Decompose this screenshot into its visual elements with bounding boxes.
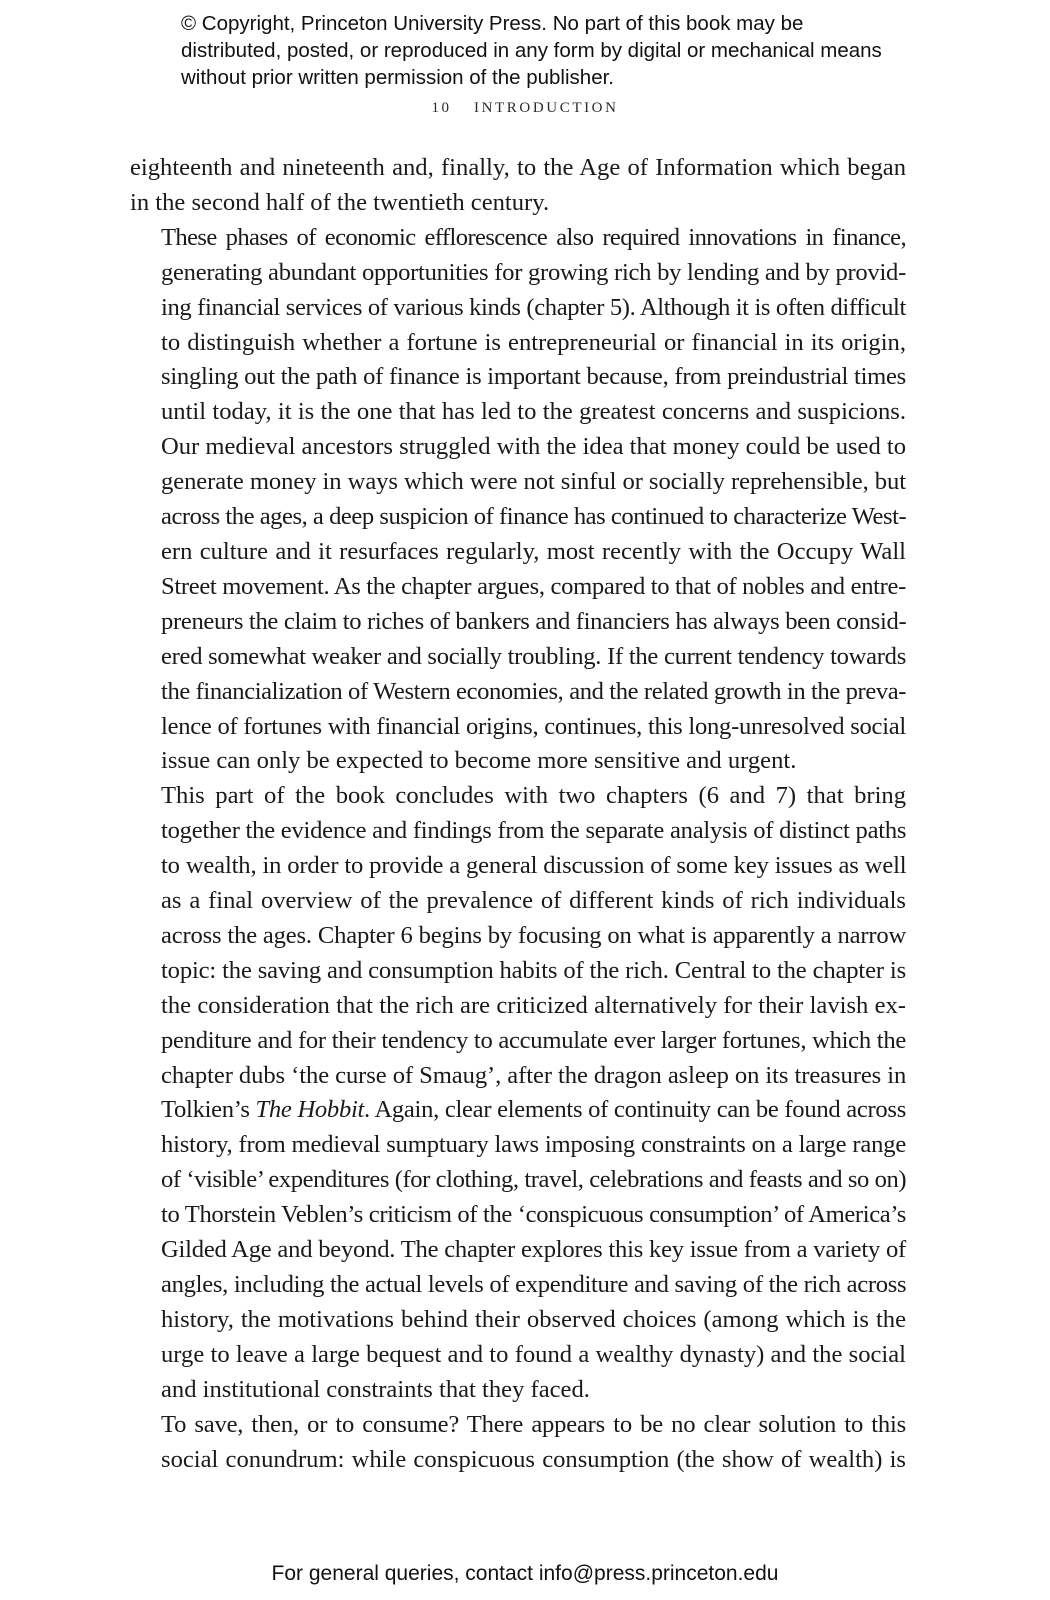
text-line: the consideration that the rich are criticized alternatively for their lavish ex- (161, 991, 906, 1019)
copyright-notice: © Copyright, Princeton University Press. No part of this book may be distributed, posted, or reproduced in any form by digital or mechanical means without prior written permission of the publisher. (181, 12, 882, 89)
text-line: ern culture and it resurfaces regularly, most recently with the Occupy Wall (161, 537, 906, 565)
text-line: social conundrum: while conspicuous consumption (the show of wealth) is (161, 1445, 906, 1473)
body-text (130, 151, 906, 1477)
running-head (0, 100, 1050, 117)
text-line: These phases of economic efflorescence also required innovations in finance, (161, 223, 906, 251)
text-line: Tolkien’s The Hobbit. Again, clear elements of continuity can be found across (161, 1096, 906, 1124)
text-line: generating abundant opportunities for growing rich by lending and by provid- (161, 258, 906, 286)
text-line: lence of fortunes with financial origins, continues, this long-unresolved social (161, 712, 906, 740)
text-line: singling out the path of finance is important because, from preindustrial times (161, 363, 906, 391)
paragraph (130, 151, 906, 221)
text-line: history, from medieval sumptuary laws imposing constraints on a large range (161, 1131, 907, 1159)
text-line: To save, then, or to consume? There appears to be no clear solution to this (161, 1410, 906, 1438)
text-line: Street movement. As the chapter argues, compared to that of nobles and entre- (161, 572, 906, 600)
paragraph (130, 1408, 906, 1478)
text-line: to Thorstein Veblen’s criticism of the ‘conspicuous consumption’ of America’s (161, 1201, 906, 1229)
page-number: 10 (431, 100, 452, 116)
text-line: to wealth, in order to provide a general discussion of some key issues as well (161, 852, 907, 880)
text-line: ered somewhat weaker and socially troubling. If the current tendency towards (161, 642, 906, 670)
text-line: history, the motivations behind their observed choices (among which is the (161, 1305, 906, 1333)
running-head-title: INTRODUCTION (474, 100, 619, 116)
text-line: Our medieval ancestors struggled with the idea that money could be used to (161, 433, 906, 461)
text-line: to distinguish whether a fortune is entrepreneurial or financial in its origin, (161, 328, 906, 356)
book-title-italic: The Hobbit (255, 1096, 365, 1124)
paragraph (130, 221, 906, 780)
text-line: across the ages, a deep suspicion of finance has continued to characterize West- (161, 503, 907, 531)
text-line: angles, including the actual levels of expenditure and saving of the rich across (161, 1271, 907, 1298)
text-line: chapter dubs ‘the curse of Smaug’, after the dragon asleep on its treasures in (161, 1061, 907, 1089)
text-line: This part of the book concludes with two chapters (6 and 7) that bring (161, 782, 906, 810)
text-line: together the evidence and findings from the separate analysis of distinct paths (161, 817, 907, 845)
text-line: the financialization of Western economies, and the related growth in the preva- (161, 677, 907, 705)
text-line: in the second half of the twentieth century. (130, 188, 550, 216)
text-line: topic: the saving and consumption habits of the rich. Central to the chapter is (161, 956, 906, 984)
text-line: generate money in ways which were not sinful or socially reprehensible, but (161, 468, 906, 496)
text-line: eighteenth and nineteenth and, finally, to the Age of Information which began (130, 154, 906, 181)
text-line: urge to leave a large bequest and to found a wealthy dynasty) and the social (161, 1340, 906, 1368)
footer-contact: For general queries, contact info@press.princeton.edu (271, 1562, 779, 1585)
text-line: across the ages. Chapter 6 begins by focusing on what is apparently a narrow (161, 921, 907, 949)
text-line: of ‘visible’ expenditures (for clothing, travel, celebrations and feasts and so on) (161, 1166, 907, 1194)
text-line: preneurs the claim to riches of bankers and financiers has always been consid- (161, 607, 907, 635)
text-line: and institutional constraints that they faced. (161, 1375, 590, 1403)
text-line: Gilded Age and beyond. The chapter explores this key issue from a variety of (161, 1236, 906, 1264)
paragraph (130, 779, 906, 1407)
text-line: until today, it is the one that has led to the greatest concerns and suspicions. (161, 398, 906, 426)
text-line: as a final overview of the prevalence of different kinds of rich individuals (161, 887, 906, 915)
text-line: penditure and for their tendency to accumulate ever larger fortunes, which the (161, 1026, 906, 1054)
text-line: ing financial services of various kinds (chapter 5). Although it is often difficult (161, 293, 906, 321)
text-line: issue can only be expected to become more sensitive and urgent. (161, 747, 797, 775)
